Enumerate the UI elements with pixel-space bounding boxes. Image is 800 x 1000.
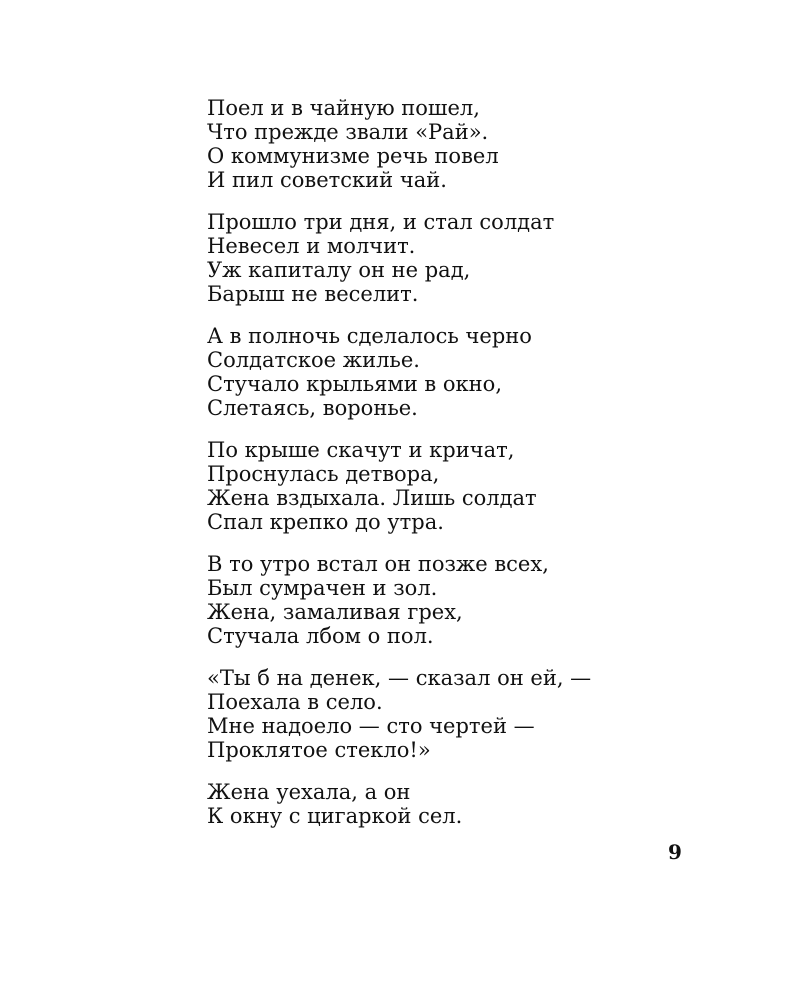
poem-line: Проклятое стекло!»: [207, 738, 431, 762]
poem-line: Поел и в чайную пошел,: [207, 96, 480, 120]
poem: [207, 96, 667, 846]
poem-line: А в полночь сделалось черно: [207, 324, 532, 348]
poem-line: Был сумрачен и зол.: [207, 576, 438, 600]
poem-line: Невесел и молчит.: [207, 234, 416, 258]
poem-line: Прошло три дня, и стал солдат: [207, 210, 555, 234]
poem-line: Барыш не веселит.: [207, 282, 419, 306]
poem-line: Слетаясь, воронье.: [207, 396, 418, 420]
poem-line: Жена уехала, а он: [207, 780, 411, 804]
poem-line: По крыше скачут и кричат,: [207, 438, 515, 462]
poem-line: И пил советский чай.: [207, 168, 447, 192]
stanza-3: [207, 324, 667, 420]
poem-line: Уж капиталу он не рад,: [207, 258, 471, 282]
poem-line: Поехала в село.: [207, 690, 383, 714]
stanza-4: [207, 438, 667, 534]
stanza-1: [207, 96, 667, 192]
poem-line: Проснулась детвора,: [207, 462, 440, 486]
poem-line: Спал крепко до утра.: [207, 510, 444, 534]
stanza-6: [207, 666, 667, 762]
poem-line: К окну с цигаркой сел.: [207, 804, 463, 828]
poem-line: Солдатское жилье.: [207, 348, 420, 372]
poem-line: Жена, замаливая грех,: [207, 600, 463, 624]
poem-line: Жена вздыхала. Лишь солдат: [207, 486, 537, 510]
stanza-7: [207, 780, 667, 828]
poem-line: О коммунизме речь повел: [207, 144, 499, 168]
poem-line: Мне надоело — сто чертей —: [207, 714, 535, 738]
poem-line: Что прежде звали «Рай».: [207, 120, 489, 144]
page-number: 9: [668, 840, 682, 864]
poem-line: Стучало крыльями в окно,: [207, 372, 502, 396]
stanza-2: [207, 210, 667, 306]
poem-line: В то утро встал он позже всех,: [207, 552, 549, 576]
poem-line: Стучала лбом о пол.: [207, 624, 434, 648]
poem-line: «Ты б на денек, — сказал он ей, —: [207, 666, 592, 690]
stanza-5: [207, 552, 667, 648]
